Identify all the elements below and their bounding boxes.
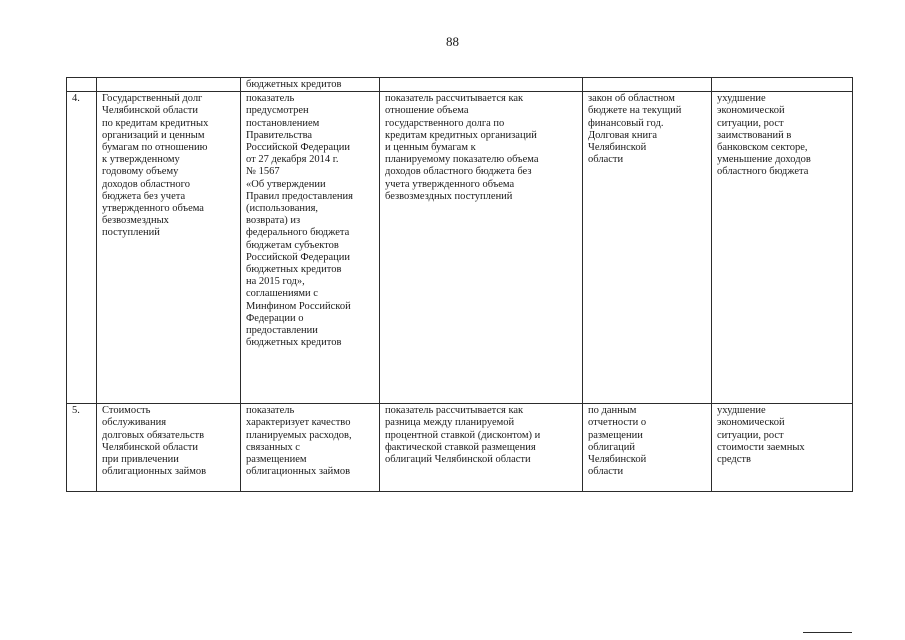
indicator-name: Стоимость обслуживания долговых обязательств Челябинской области при привлечении облигационных займов <box>97 404 241 492</box>
row-number <box>67 78 97 92</box>
data-source: закон об областном бюджете на текущий финансовый год. Долговая книга Челябинской области <box>583 92 712 404</box>
row-number: 4. <box>67 92 97 404</box>
indicator-basis: показатель предусмотрен постановлением Правительства Российской Федерации от 27 декабря 2014 г. № 1567 «Об утверждении Правил предоставления (использования, возврата) из федерального бюджета бюджетам субъектов Российской Федерации бюджетных кредитов на 2015 год», соглашениями с Минфином Российской Федерации о предоставлении бюджетных кредитов <box>241 92 380 404</box>
table-row <box>67 404 853 492</box>
calculation-method: показатель рассчитывается как отношение объема государственного долга по кредитам кредитных организаций и ценным бумагам к планируемому показателю объема доходов областного бюджета без учета утвержденного объема безвозмездных поступлений <box>380 92 583 404</box>
indicator-basis: бюджетных кредитов <box>241 78 380 92</box>
indicator-name <box>97 78 241 92</box>
indicator-basis: показатель характеризует качество планируемых расходов, связанных с размещением облигационных займов <box>241 404 380 492</box>
calculation-method: показатель рассчитывается как разница между планируемой процентной ставкой (дисконтом) и фактической ставкой размещения облигаций Челябинской области <box>380 404 583 492</box>
page-number: 88 <box>446 34 459 49</box>
calculation-method <box>380 78 583 92</box>
risk-factors: ухудшение экономической ситуации, рост стоимости заемных средств <box>712 404 853 492</box>
data-source <box>583 78 712 92</box>
indicator-table <box>66 77 853 492</box>
risk-factors: ухудшение экономической ситуации, рост заимствований в банковском секторе, уменьшение доходов областного бюджета <box>712 92 853 404</box>
risk-factors <box>712 78 853 92</box>
page-footer-rule <box>803 632 852 633</box>
table-row-continuation <box>67 78 853 92</box>
data-source: по данным отчетности о размещении облигаций Челябинской области <box>583 404 712 492</box>
table-row <box>67 92 853 404</box>
indicator-name: Государственный долг Челябинской области по кредитам кредитных организаций и ценным бумагам по отношению к утвержденному годовому объему доходов областного бюджета без учета утвержденного объема безвозмездных поступлений <box>97 92 241 404</box>
row-number: 5. <box>67 404 97 492</box>
